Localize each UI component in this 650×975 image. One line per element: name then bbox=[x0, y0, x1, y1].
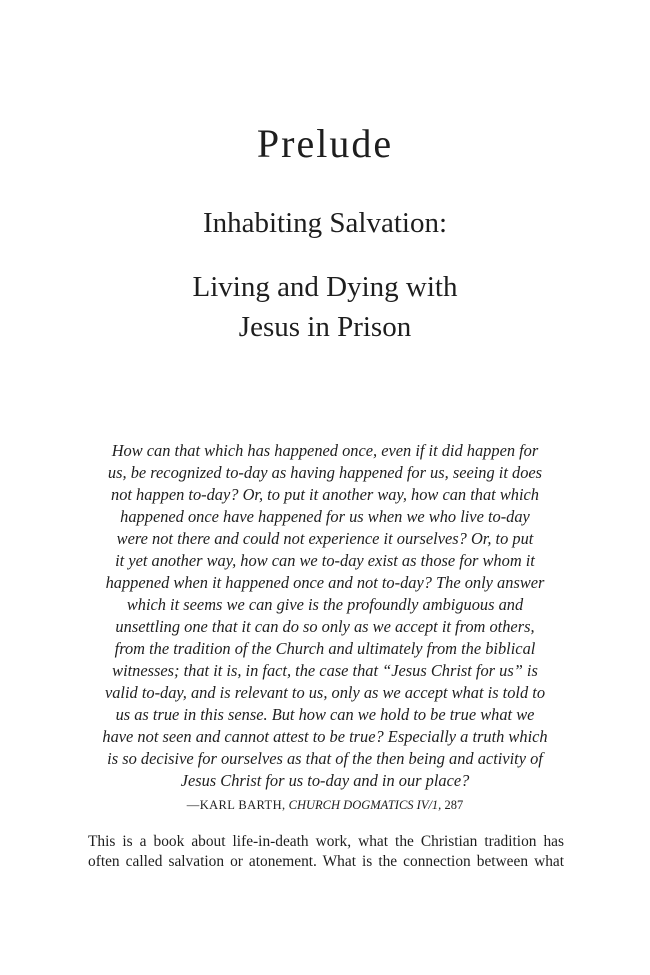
attribution-page: 287 bbox=[444, 798, 464, 812]
epigraph-line: were not there and could not experience it ourselves? Or, to put bbox=[116, 529, 534, 548]
epigraph-line: not happen to-day? Or, to put it another way, how can that which bbox=[111, 485, 539, 504]
epigraph-line: Jesus Christ for us to-day and in our place? bbox=[180, 771, 470, 790]
epigraph-line: from the tradition of the Church and ultimately from the biblical bbox=[114, 639, 536, 658]
epigraph-line: us as true in this sense. But how can we hold to be true what we bbox=[115, 705, 535, 724]
epigraph-line: happened when it happened once and not to-day? The only answer bbox=[105, 573, 545, 592]
body-line: often called salvation or atonement. What is the connection between what bbox=[88, 853, 564, 870]
chapter-heading: Prelude bbox=[256, 121, 394, 166]
epigraph-line: which it seems we can give is the profoundly ambiguous and bbox=[126, 595, 524, 614]
epigraph-line: it yet another way, how can we to-day exist as those for whom it bbox=[115, 551, 535, 570]
attribution-work: CHURCH DOGMATICS IV/1, bbox=[288, 798, 442, 812]
body-paragraph bbox=[88, 832, 564, 872]
body-line: This is a book about life-in-death work, what the Christian tradition has bbox=[88, 833, 564, 850]
epigraph-line: us, be recognized to-day as having happened for us, seeing it does bbox=[107, 463, 543, 482]
epigraph-line: is so decisive for ourselves as that of the then being and activity of bbox=[107, 749, 543, 768]
attribution-author: —KARL BARTH, bbox=[186, 798, 286, 812]
epigraph-attribution bbox=[0, 796, 650, 814]
chapter-subtitle-line-2b: Jesus in Prison bbox=[238, 311, 412, 343]
chapter-subtitle-line-1: Inhabiting Salvation: bbox=[202, 207, 448, 239]
epigraph-line: have not seen and cannot attest to be true? Especially a truth which bbox=[102, 727, 548, 746]
epigraph-line: unsettling one that it can do so only as we accept it from others, bbox=[115, 617, 535, 636]
epigraph-line: How can that which has happened once, even if it did happen for bbox=[111, 441, 539, 460]
epigraph-line: witnesses; that it is, in fact, the case that “Jesus Christ for us” is bbox=[112, 661, 538, 680]
epigraph-quote bbox=[80, 440, 570, 792]
epigraph-line: happened once have happened for us when we who live to-day bbox=[120, 507, 530, 526]
chapter-subtitle-line-2a: Living and Dying with bbox=[192, 271, 458, 303]
chapter-subtitle-line-2 bbox=[0, 267, 650, 347]
epigraph-line: valid to-day, and is relevant to us, only as we accept what is told to bbox=[104, 683, 546, 702]
